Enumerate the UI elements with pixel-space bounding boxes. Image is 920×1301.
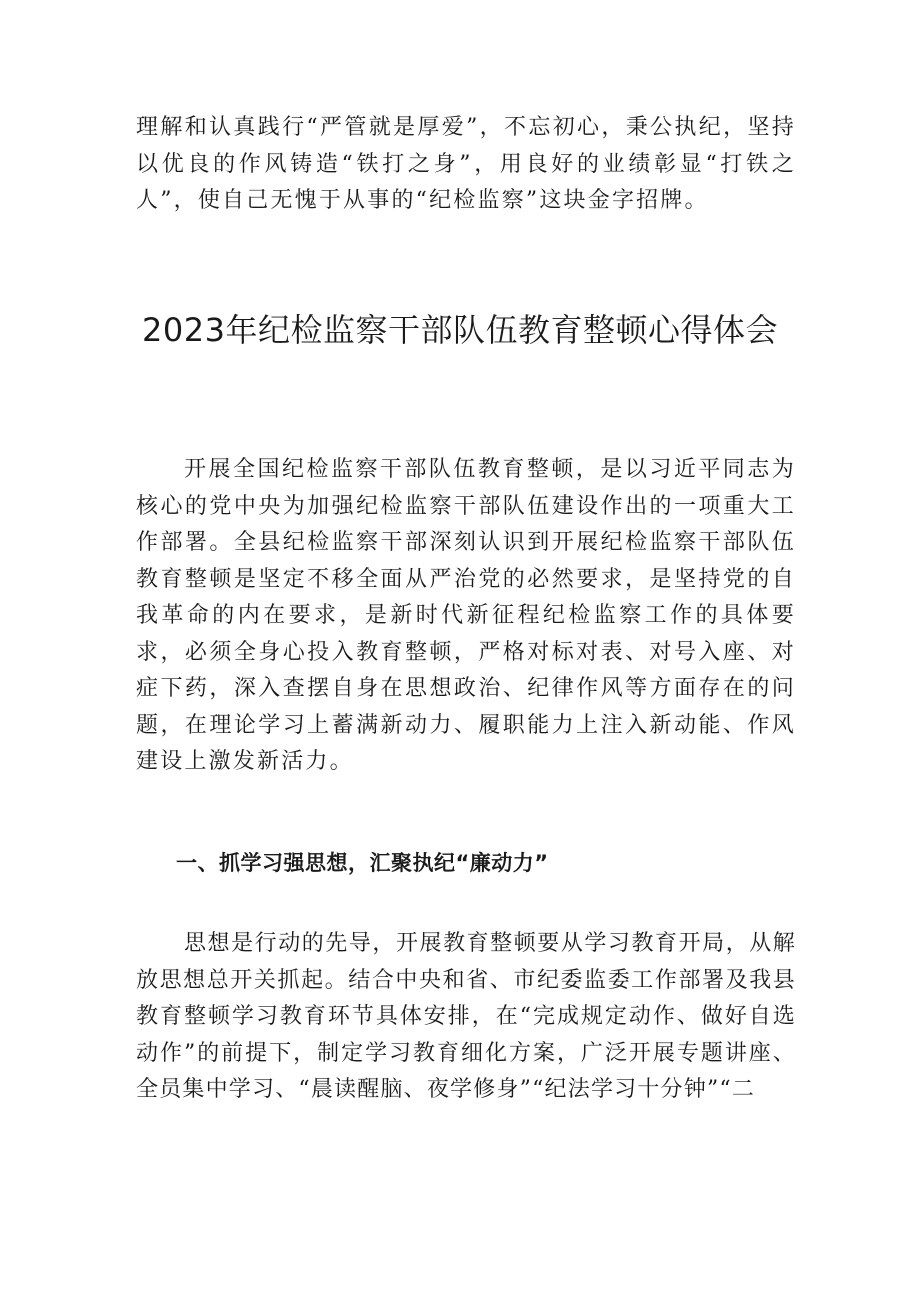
- document-title: 2023年纪检监察干部队伍教育整顿心得体会: [142, 311, 778, 349]
- body-paragraph-1: 开展全国纪检监察干部队伍教育整顿，是以习近平同志为核心的党中央为加强纪检监察干部队伍建设作出的一项重大工作部署。全县纪检监察干部深刻认识到开展纪检监察干部队伍教育整顿是坚定不移全面从严治党的必然要求，是坚持党的自我革命的内在要求，是新时代新征程纪检监察工作的具体要求，必须全身心投入教育整顿，严格对标对表、对号入座、对症下药，深入查摆自身在思想政治、纪律作风等方面存在的问题，在理论学习上蓄满新动力、履职能力上注入新动能、作风建设上激发新活力。: [136, 457, 796, 774]
- body-paragraph-2: 思想是行动的先导，开展教育整顿要从学习教育开局，从解放思想总开关抓起。结合中央和省、市纪委监委工作部署及我县教育整顿学习教育环节具体安排，在“完成规定动作、做好自选动作”的前提下，制定学习教育细化方案，广泛开展专题讲座、全员集中学习、“晨读醒脑、夜学修身”“纪法学习十分钟”“二: [136, 931, 796, 1102]
- intro-continuation-paragraph: 理解和认真践行“严管就是厚爱”，不忘初心，秉公执纪，坚持以优良的作风铸造“铁打之身”，用良好的业绩彰显“打铁之人”，使自己无愧于从事的“纪检监察”这块金字招牌。: [136, 115, 796, 213]
- section-heading-1: 一、抓学习强思想，汇聚执纪“廉动力”: [176, 851, 549, 875]
